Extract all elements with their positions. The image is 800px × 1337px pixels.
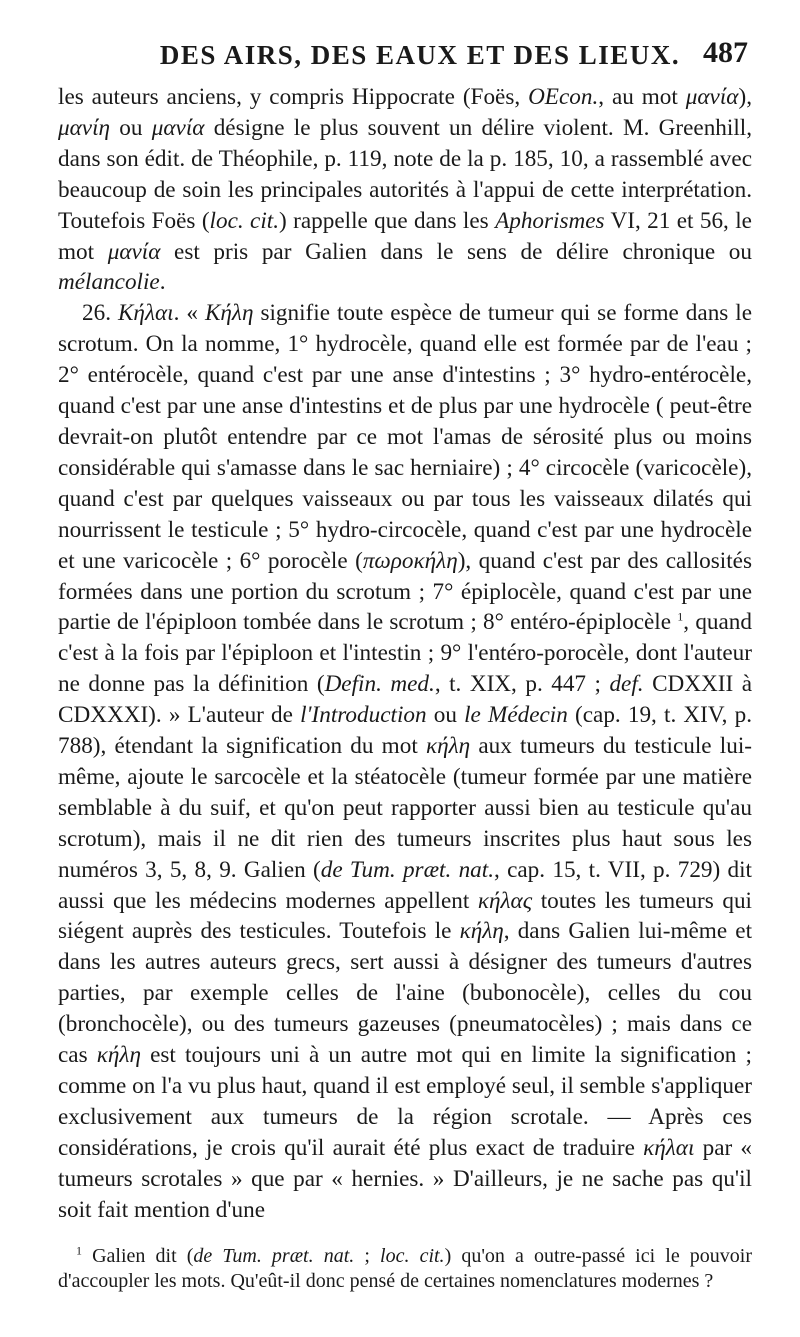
italic-text: Defin. med. xyxy=(324,671,435,698)
italic-text: μανία xyxy=(107,238,161,265)
italic-text: κήλη xyxy=(459,918,504,945)
page-number: 487 xyxy=(703,36,748,69)
italic-text: le Médecin xyxy=(464,702,568,729)
italic-text: κήλη xyxy=(425,733,471,760)
footnote-marker: 1 xyxy=(76,1242,82,1257)
running-title: DES AIRS, DES EAUX ET DES LIEUX. xyxy=(159,40,681,70)
italic-text: μανίη xyxy=(58,114,111,141)
footnote-marker: 1 xyxy=(677,609,684,624)
text-run: les auteurs anciens, y compris Hippocrate (Foës, xyxy=(58,84,529,110)
running-head xyxy=(58,34,752,74)
text-run: ou xyxy=(426,702,465,729)
text-run: , t. XIX, p. 447 ; xyxy=(434,671,610,698)
italic-text: l'Introduction xyxy=(300,702,427,729)
text-run: Galien dit ( xyxy=(82,1244,194,1267)
italic-text: Aphorismes xyxy=(495,207,605,234)
text-run: . « xyxy=(173,300,205,327)
text-run: ) qu'on a outre-passé ici le pouvoir d'accoupler les mots. Qu'eût-il donc pensé de certaines nomenclatures modernes ? xyxy=(58,1244,753,1292)
italic-text: mélancolie xyxy=(58,269,160,296)
footnote-separator xyxy=(58,1226,752,1244)
text-run: . xyxy=(159,269,166,296)
footnote xyxy=(58,1244,752,1294)
italic-text: μανία xyxy=(685,84,739,110)
text-run: ), quand c'est par des callosités formées dans une portion du scrotum ; 7° épiplocèle, quand c'est par une partie de l'épiploon tombée dans le scrotum ; 8° entéro-épiplocèle xyxy=(58,547,752,636)
italic-text: κήλη xyxy=(96,1042,141,1069)
italic-text: Κήλη xyxy=(204,300,254,327)
italic-text: loc. cit. xyxy=(209,207,280,234)
text-run: ou xyxy=(110,114,152,141)
text-run: ) rappelle que dans les xyxy=(279,207,496,234)
text-run: , dans Galien lui-même et dans les autres auteurs grecs, sert aussi à désigner des tumeurs d'autres parties, par exemple celles de l'aine (bubonocèle), celles du cou (bronchocèle), ou des tumeurs gazeuses (pneumatocèles) ; mais dans ce cas xyxy=(58,918,753,1069)
italic-text: loc. cit. xyxy=(380,1244,445,1267)
footnotes xyxy=(58,1244,752,1294)
paragraph xyxy=(58,82,752,298)
text-run: CDXXII à CDXXXI). » L'auteur de xyxy=(58,671,753,729)
italic-text: def. xyxy=(609,671,644,698)
text-run: , quand c'est à la fois par l'épiploon et l'intestin ; 9° l'entéro-porocèle, dont l'auteur ne donne pas la définition ( xyxy=(58,609,752,698)
italic-text: μανία xyxy=(151,114,205,141)
text-run: , au mot xyxy=(598,84,686,110)
italic-text: de Tum. præt. nat. xyxy=(193,1244,355,1267)
text-run: signifie toute espèce de tumeur qui se forme dans le scrotum. On la nomme, 1° hydrocèle, quand elle est formée par de l'eau ; 2° entérocèle, quand c'est par une anse d'intestins ; 3° hydro-entérocèle, quand c'est par une anse d'intestins et de plus par une hydrocèle ( peut-être devrait-on plutôt entendre par ce mot l'amas de sérosité plus ou moins considérable qui s'amasse dans le sac herniaire) ; 4° circocèle (varicocèle), quand c'est par quelques vaisseaux ou par tous les vaisseaux dilatés qui nourrissent le testicule ; 5° hydro-circocèle, quand c'est par une hydrocèle et une varicocèle ; 6° porocèle ( xyxy=(58,300,753,574)
text-run: , cap. 15, t. VII, p. 729) dit aussi que les médecins modernes appellent xyxy=(58,856,752,914)
text-run: désigne le plus souvent un délire violent. M. Greenhill, dans son édit. de Théophile, p. 119, note de la p. 185, 10, a rassemblé avec beaucoup de soin les principales autorités à l'appui de cette interprétation. Toutefois Foës ( xyxy=(58,114,752,234)
text-run: aux tumeurs du testicule lui-même, ajoute le sarcocèle et la stéatocèle (tumeur formée par une matière semblable à du suif, et qu'on peut rapporter aussi bien au testicule qu'au scrotum), mais il ne dit rien des tumeurs inscrites plus haut sous les numéros 3, 5, 8, 9. Galien ( xyxy=(58,733,752,883)
italic-text: de Tum. præt. nat. xyxy=(320,856,494,883)
text-run: ; xyxy=(354,1244,381,1267)
text-run: toutes les tumeurs qui siégent auprès des testicules. Toutefois le xyxy=(58,887,752,945)
italic-text: Κήλαι xyxy=(117,300,174,327)
italic-text: πωροκήλη xyxy=(362,547,458,574)
italic-text: OEcon. xyxy=(528,84,599,110)
text-run: est toujours uni à un autre mot qui en limite la signification ; comme on l'a vu plus haut, quand il est employé seul, il semble s'appliquer exclusivement aux tumeurs de la région scrotale. — Après ces considérations, je crois qu'il aurait été plus exact de traduire xyxy=(58,1042,752,1161)
italic-text: κήλας xyxy=(477,887,533,914)
text-run: 26. xyxy=(82,300,118,327)
text-run: est pris par Galien dans le sens de délire chronique ou xyxy=(160,238,752,265)
text-run: ), xyxy=(738,84,752,110)
italic-text: κήλαι xyxy=(643,1134,695,1161)
text-run: (cap. 19, t. XIV, p. 788), étendant la signification du mot xyxy=(58,702,752,760)
body-text xyxy=(58,82,752,1226)
text-run: par « tumeurs scrotales » que par « hernies. » D'ailleurs, je ne sache pas qu'il soit fait mention d'une xyxy=(58,1134,752,1223)
text-run: VI, 21 et 56, le mot xyxy=(58,207,752,265)
paragraph xyxy=(58,298,752,1225)
